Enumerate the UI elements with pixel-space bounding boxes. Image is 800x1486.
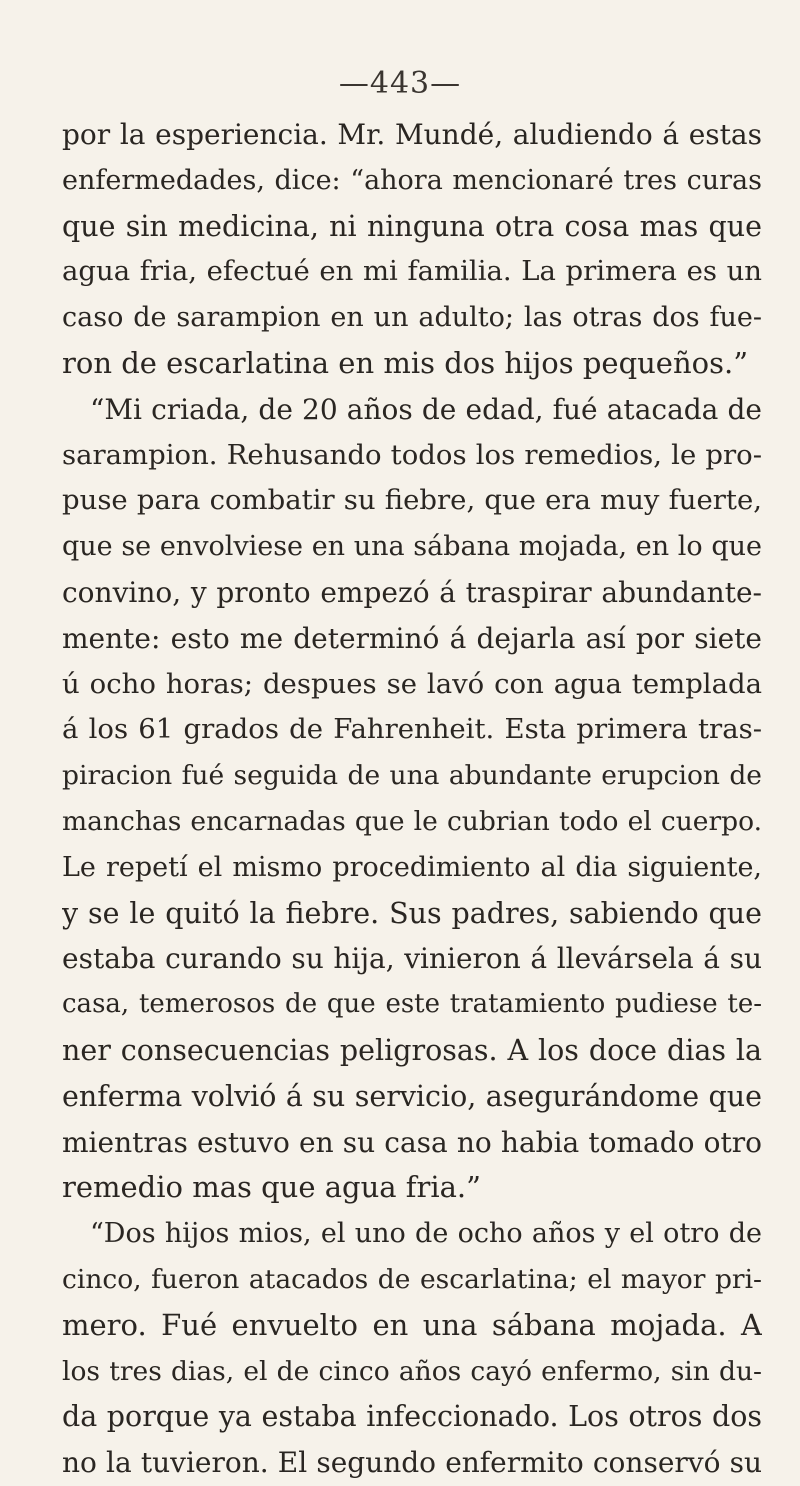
text-line: caso de sarampion en un adulto; las otras dos fue- <box>62 302 762 334</box>
text-line: casa, temerosos de que este tratamiento pudiese te- <box>62 989 762 1020</box>
text-line: que se envolviese en una sábana mojada, en lo que <box>62 531 762 563</box>
text-line: agua fria, efectué en mi familia. La primera es un <box>62 255 762 288</box>
text-line: convino, y pronto empezó á traspirar abundante- <box>62 575 762 609</box>
text-line: remedio mas que agua fria.” <box>62 1170 481 1205</box>
page-number: —443— <box>338 66 462 101</box>
text-line: da porque ya estaba infeccionado. Los otros dos <box>62 1400 762 1434</box>
text-line: manchas encarnadas que le cubrian todo el cuerpo. <box>62 805 762 837</box>
text-line: cinco, fueron atacados de escarlatina; el mayor pri- <box>62 1263 762 1295</box>
text-line: Le repetí el mismo procedimiento al dia siguiente, <box>62 851 762 883</box>
text-line: sarampion. Rehusando todos los remedios, le pro- <box>62 438 762 471</box>
text-line: ner consecuencias peligrosas. A los doce dias la <box>62 1033 762 1067</box>
text-line: mientras estuvo en su casa no habia tomado otro <box>62 1125 762 1159</box>
text-line: “Dos hijos mios, el uno de ocho años y el otro de <box>90 1218 762 1250</box>
text-line: los tres dias, el de cinco años cayó enfermo, sin du- <box>62 1355 762 1387</box>
text-line: por la esperiencia. Mr. Mundé, aludiendo á estas <box>62 118 762 151</box>
text-line: ú ocho horas; despues se lavó con agua templada <box>62 667 762 700</box>
text-line: enferma volvió á su servicio, asegurándome que <box>62 1079 762 1113</box>
text-line: enfermedades, dice: “ahora mencionaré tres curas <box>62 164 762 196</box>
text-line: “Mi criada, de 20 años de edad, fué atacada de <box>90 392 762 426</box>
text-line: piracion fué seguida de una abundante erupcion de <box>62 760 762 792</box>
text-line: estaba curando su hija, vinieron á llevársela á su <box>62 942 762 976</box>
text-line: á los 61 grados de Fahrenheit. Esta primera tras- <box>62 713 762 746</box>
text-line: que sin medicina, ni ninguna otra cosa mas que <box>62 209 762 243</box>
text-line: mente: esto me determinó á dejarla así por siete <box>62 621 762 655</box>
text-line: ron de escarlatina en mis dos hijos pequeños.” <box>62 345 749 380</box>
body-text <box>62 112 762 1486</box>
text-line: puse para combatir su fiebre, que era muy fuerte, <box>62 484 762 517</box>
text-line: no la tuvieron. El segundo enfermito conservó su <box>62 1446 762 1480</box>
text-line: y se le quitó la fiebre. Sus padres, sabiendo que <box>62 896 762 930</box>
text-line: mero. Fué envuelto en una sábana mojada. A <box>62 1307 762 1342</box>
